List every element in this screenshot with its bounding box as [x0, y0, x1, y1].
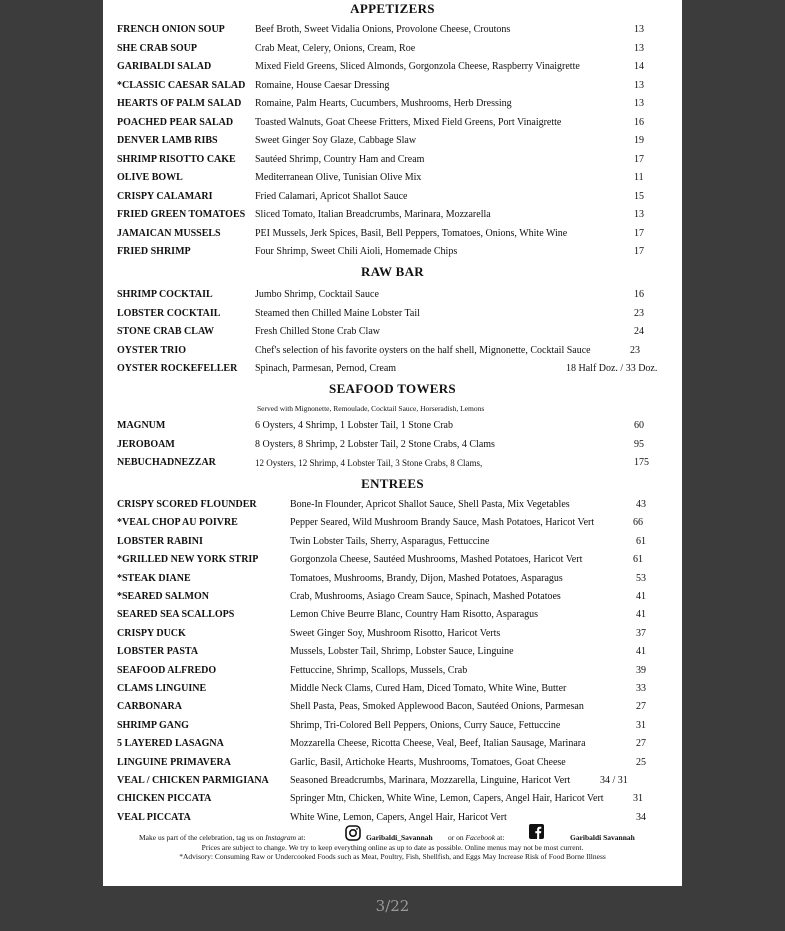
menu-item-name: GARIBALDI SALAD [117, 61, 212, 72]
menu-item-name: OLIVE BOWL [117, 172, 183, 183]
menu-item-name: *CLASSIC CAESAR SALAD [117, 79, 246, 91]
menu-item-name: HEARTS OF PALM SALAD [117, 98, 242, 109]
footer-at-2: at: [496, 833, 505, 842]
menu-item-row [103, 553, 682, 569]
menu-item-name: 5 LAYERED LASAGNA [117, 738, 224, 750]
menu-item-price: 13 [634, 209, 644, 220]
menu-item-row [103, 438, 682, 454]
menu-item-name: CRISPY DUCK [117, 627, 186, 639]
menu-item-description: 12 Oysters, 12 Shrimp, 4 Lobster Tail, 3 Stone Crabs, 8 Clams, [255, 458, 483, 468]
menu-item-price: 41 [636, 609, 646, 621]
menu-item-name: SHRIMP GANG [117, 719, 189, 731]
menu-item-description: 6 Oysters, 4 Shrimp, 1 Lobster Tail, 1 Stone Crab [255, 420, 453, 431]
menu-item-row [103, 627, 682, 643]
menu-item-price: 33 [636, 683, 646, 694]
menu-item-description: Toasted Walnuts, Goat Cheese Fritters, Mixed Field Greens, Port Vinaigrette [255, 116, 562, 128]
menu-item-price: 61 [636, 535, 646, 547]
menu-item-price: 39 [636, 664, 646, 676]
footer-facebook-word: Facebook [465, 833, 496, 842]
menu-item-row [103, 737, 682, 753]
menu-item-name: POACHED PEAR SALAD [117, 116, 234, 128]
menu-item-description: 8 Oysters, 8 Shrimp, 2 Lobster Tail, 2 Stone Crabs, 4 Clams [255, 438, 495, 450]
menu-item-description: Sweet Ginger Soy, Mushroom Risotto, Haricot Verts [290, 627, 501, 639]
menu-item-description: Middle Neck Clams, Cured Ham, Diced Tomato, White Wine, Butter [290, 683, 567, 694]
menu-item-row [103, 288, 682, 304]
menu-item-price: 31 [636, 719, 646, 731]
menu-item-description: Pepper Seared, Wild Mushroom Brandy Sauce, Mash Potatoes, Haricot Vert [290, 517, 595, 529]
menu-item-description: Seasoned Breadcrumbs, Marinara, Mozzarella, Linguine, Haricot Vert [290, 775, 571, 786]
menu-item-name: CHICKEN PICCATA [117, 793, 212, 805]
menu-item-row [103, 700, 682, 716]
menu-item-name: *STEAK DIANE [117, 572, 191, 584]
menu-item-row [103, 456, 682, 472]
section-title-appetizers: APPETIZERS [350, 1, 435, 16]
menu-item-row [103, 23, 682, 39]
menu-item-description: Sliced Tomato, Italian Breadcrumbs, Marinara, Mozzarella [255, 209, 491, 220]
menu-item-name: SEAFOOD ALFREDO [117, 664, 217, 676]
footer-instagram-word: Instagram [265, 833, 297, 842]
footer-line-2: Prices are subject to change. We try to keep everything online as up to date as possible. Online menus may not be most current. [201, 843, 584, 852]
menu-item-name: LINGUINE PRIMAVERA [117, 756, 231, 768]
menu-item-row [103, 171, 682, 187]
menu-item-row [103, 419, 682, 435]
menu-item-description: Tomatoes, Mushrooms, Brandy, Dijon, Mashed Potatoes, Asparagus [290, 572, 563, 584]
menu-item-description: Bone-In Flounder, Apricot Shallot Sauce, Shell Pasta, Mix Vegetables [290, 499, 570, 510]
facebook-handle[interactable]: Garibaldi Savannah [570, 833, 635, 842]
menu-item-price: 31 [633, 793, 643, 805]
menu-item-price: 19 [634, 135, 644, 146]
menu-item-name: *VEAL CHOP AU POIVRE [117, 517, 238, 529]
footer-at-1: at: [297, 833, 306, 842]
section-title-raw-bar: RAW BAR [361, 264, 424, 279]
menu-item-row [103, 590, 682, 606]
menu-item-name: LOBSTER PASTA [117, 646, 199, 658]
menu-item-description: Lemon Chive Beurre Blanc, Country Ham Risotto, Asparagus [290, 609, 539, 621]
menu-item-name: CRISPY SCORED FLOUNDER [117, 499, 257, 510]
menu-item-name: SHRIMP RISOTTO CAKE [117, 153, 236, 165]
menu-item-name: NEBUCHADNEZZAR [117, 457, 216, 468]
menu-item-price: 13 [634, 79, 644, 91]
menu-item-name: OYSTER ROCKEFELLER [117, 363, 238, 374]
menu-item-row [103, 535, 682, 551]
menu-item-description: Fried Calamari, Apricot Shallot Sauce [255, 190, 408, 202]
instagram-handle[interactable]: Garibaldi_Savannah [366, 833, 433, 842]
menu-item-price: 34 [636, 811, 646, 823]
menu-item-price: 175 [634, 457, 649, 468]
menu-item-name: FRIED SHRIMP [117, 246, 191, 257]
menu-item-name: FRIED GREEN TOMATOES [117, 209, 246, 220]
menu-item-description: Mozzarella Cheese, Ricotta Cheese, Veal, Beef, Italian Sausage, Marinara [290, 738, 586, 750]
menu-item-description: Springer Mtn, Chicken, White Wine, Lemon, Capers, Angel Hair, Haricot Vert [290, 793, 604, 805]
menu-item-name: STONE CRAB CLAW [117, 326, 215, 337]
menu-item-row [103, 608, 682, 624]
menu-item-description: Crab Meat, Celery, Onions, Cream, Roe [255, 42, 416, 54]
menu-item-description: Fresh Chilled Stone Crab Claw [255, 326, 380, 337]
menu-item-price: 13 [634, 42, 644, 54]
menu-item-row [103, 682, 682, 698]
menu-item-row [103, 756, 682, 772]
menu-item-description: Shrimp, Tri-Colored Bell Peppers, Onions, Curry Sauce, Fettuccine [290, 719, 561, 731]
menu-item-name: CLAMS LINGUINE [117, 683, 207, 694]
menu-item-description: Jumbo Shrimp, Cocktail Sauce [255, 289, 379, 300]
menu-item-description: Mediterranean Olive, Tunisian Olive Mix [255, 172, 422, 183]
menu-item-description: Crab, Mushrooms, Asiago Cream Sauce, Spinach, Mashed Potatoes [290, 591, 561, 602]
menu-item-row [103, 307, 682, 323]
footer-or-on-text: or on [448, 833, 464, 842]
menu-item-description: Spinach, Parmesan, Pernod, Cream [255, 363, 397, 374]
menu-item-name: JAMAICAN MUSSELS [117, 227, 221, 239]
menu-item-name: MAGNUM [117, 420, 166, 431]
page-number: 3/22 [375, 897, 410, 915]
menu-item-description: Twin Lobster Tails, Sherry, Asparagus, Fettuccine [290, 535, 490, 547]
menu-item-row [103, 227, 682, 243]
menu-item-price: 27 [636, 738, 646, 750]
menu-item-name: OYSTER TRIO [117, 344, 187, 356]
menu-item-name: DENVER LAMB RIBS [117, 135, 218, 146]
menu-item-price: 95 [634, 438, 644, 450]
menu-item-row [103, 792, 682, 808]
menu-item-name: *SEARED SALMON [117, 591, 209, 602]
menu-item-row [103, 498, 682, 514]
menu-item-price: 17 [634, 227, 644, 239]
menu-item-row [103, 664, 682, 680]
menu-item-row [103, 719, 682, 735]
menu-item-description: Fettuccine, Shrimp, Scallops, Mussels, Crab [290, 664, 468, 676]
menu-item-price: 16 [634, 289, 644, 300]
menu-item-price: 18 Half Doz. / 33 Doz. [566, 363, 658, 374]
menu-item-row [103, 362, 682, 378]
menu-item-row [103, 97, 682, 113]
menu-item-price: 17 [634, 153, 644, 165]
footer-line-3: *Advisory: Consuming Raw or Undercooked Foods such as Meat, Poultry, Fish, Shellfish, and Eggs May Increase Risk of Food Borne Illness [179, 852, 606, 861]
menu-item-price: 16 [634, 116, 644, 128]
menu-item-price: 15 [634, 190, 644, 202]
menu-item-price: 24 [634, 326, 644, 337]
footer-or-on [448, 833, 504, 842]
menu-item-description: Gorgonzola Cheese, Sautéed Mushrooms, Mashed Potatoes, Haricot Vert [290, 554, 583, 566]
menu-item-price: 25 [636, 756, 646, 768]
menu-item-name: SHRIMP COCKTAIL [117, 289, 213, 300]
menu-item-price: 13 [634, 24, 644, 35]
menu-item-description: Four Shrimp, Sweet Chili Aioli, Homemade Chips [255, 246, 458, 257]
menu-item-description: Sautéed Shrimp, Country Ham and Cream [255, 153, 425, 165]
menu-item-price: 27 [636, 701, 646, 713]
menu-item-name: FRENCH ONION SOUP [117, 24, 225, 35]
menu-item-row [103, 344, 682, 360]
menu-item-name: LOBSTER COCKTAIL [117, 307, 221, 319]
menu-item-price: 23 [634, 307, 644, 319]
menu-item-price: 60 [634, 420, 644, 431]
menu-item-row [103, 60, 682, 76]
menu-item-description: Mixed Field Greens, Sliced Almonds, Gorgonzola Cheese, Raspberry Vinaigrette [255, 61, 580, 72]
menu-item-description: White Wine, Lemon, Capers, Angel Hair, Haricot Vert [290, 811, 507, 823]
menu-item-price: 41 [636, 646, 646, 658]
menu-item-row [103, 208, 682, 224]
menu-item-description: Garlic, Basil, Artichoke Hearts, Mushrooms, Tomatoes, Goat Cheese [290, 756, 566, 768]
menu-item-row [103, 811, 682, 827]
menu-item-description: Shell Pasta, Peas, Smoked Applewood Bacon, Sautéed Onions, Parmesan [290, 701, 584, 713]
menu-item-description: PEI Mussels, Jerk Spices, Basil, Bell Peppers, Tomatoes, Onions, White Wine [255, 227, 568, 239]
menu-item-price: 53 [636, 572, 646, 584]
menu-item-description: Romaine, Palm Hearts, Cucumbers, Mushrooms, Herb Dressing [255, 98, 512, 109]
menu-item-price: 34 / 31 [600, 775, 628, 786]
menu-item-price: 61 [633, 554, 643, 566]
menu-item-row [103, 245, 682, 261]
footer-line-1 [139, 833, 305, 842]
menu-item-price: 37 [636, 627, 646, 639]
menu-item-row [103, 774, 682, 790]
menu-item-description: Romaine, House Caesar Dressing [255, 79, 390, 91]
menu-item-description: Beef Broth, Sweet Vidalia Onions, Provolone Cheese, Croutons [255, 24, 511, 35]
menu-page [103, 0, 682, 886]
menu-item-row [103, 134, 682, 150]
menu-item-price: 14 [634, 61, 644, 72]
menu-item-price: 11 [634, 172, 644, 183]
instagram-icon[interactable] [345, 825, 361, 843]
menu-item-price: 41 [636, 591, 646, 602]
footer-tag-text: Make us part of the celebration, tag us on [139, 833, 264, 842]
menu-item-name: CRISPY CALAMARI [117, 190, 213, 202]
menu-item-name: SHE CRAB SOUP [117, 42, 198, 54]
menu-item-row [103, 572, 682, 588]
menu-item-name: VEAL PICCATA [117, 811, 191, 823]
menu-item-name: *GRILLED NEW YORK STRIP [117, 554, 259, 566]
menu-item-name: VEAL / CHICKEN PARMIGIANA [117, 775, 269, 786]
towers-note: Served with Mignonette, Remoulade, Cocktail Sauce, Horseradish, Lemons [257, 404, 485, 413]
menu-item-price: 17 [634, 246, 644, 257]
menu-item-description: Mussels, Lobster Tail, Shrimp, Lobster Sauce, Linguine [290, 646, 514, 658]
menu-item-row [103, 42, 682, 58]
menu-item-row [103, 79, 682, 95]
menu-item-name: LOBSTER RABINI [117, 535, 203, 547]
menu-item-description: Chef's selection of his favorite oysters on the half shell, Mignonette, Cocktail Sauce [255, 344, 591, 356]
menu-item-price: 43 [636, 499, 646, 510]
menu-item-description: Steamed then Chilled Maine Lobster Tail [255, 307, 420, 319]
menu-item-description: Sweet Ginger Soy Glaze, Cabbage Slaw [255, 135, 417, 146]
menu-item-row [103, 116, 682, 132]
menu-item-name: SEARED SEA SCALLOPS [117, 609, 235, 621]
menu-item-row [103, 645, 682, 661]
menu-item-price: 66 [633, 517, 643, 529]
menu-item-row [103, 325, 682, 341]
menu-item-row [103, 190, 682, 206]
section-title-entrees: ENTREES [361, 476, 424, 491]
menu-item-name: CARBONARA [117, 701, 182, 713]
menu-item-row [103, 516, 682, 532]
section-title-seafood-towers: SEAFOOD TOWERS [329, 381, 456, 396]
menu-item-row [103, 153, 682, 169]
menu-item-price: 13 [634, 98, 644, 109]
menu-item-name: JEROBOAM [117, 438, 175, 450]
menu-item-price: 23 [630, 344, 640, 356]
facebook-icon[interactable] [529, 824, 544, 841]
